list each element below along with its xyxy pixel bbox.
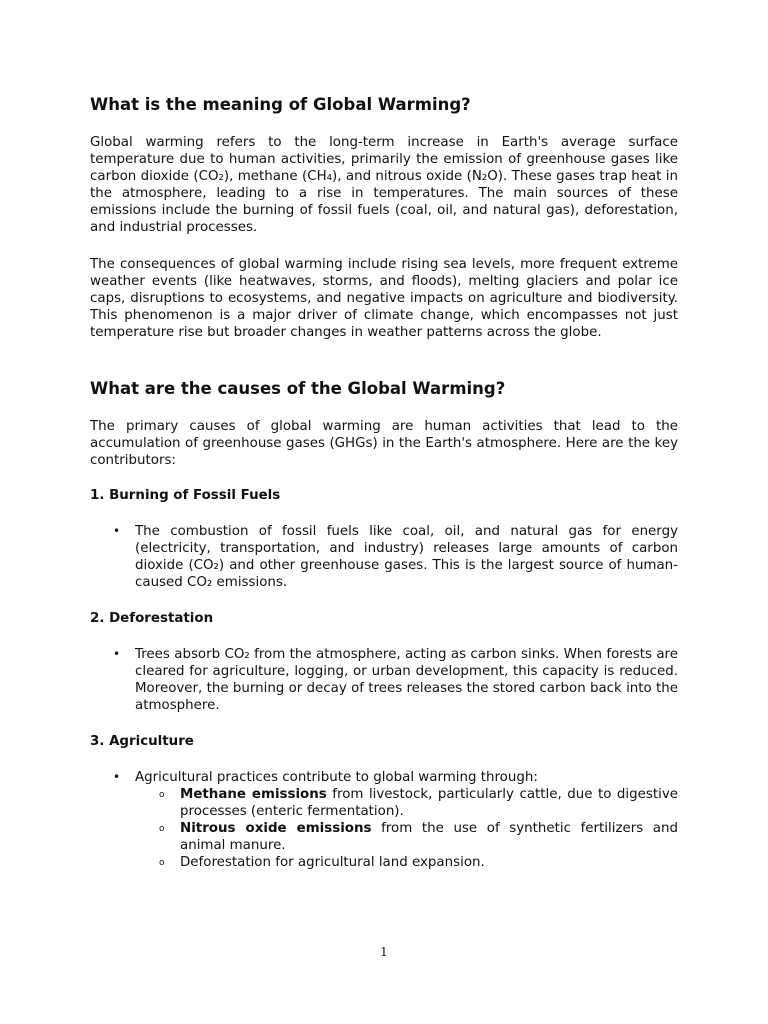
deforestation-list (90, 646, 678, 714)
list-item-text: The combustion of fossil fuels like coal, oil, and natural gas for energy (electricity, transportation, and industry) releases large amounts of carbon dioxide (CO₂) and other greenhouse gases. This is the largest source of human-caused CO₂ emissions. (135, 524, 678, 590)
agriculture-list (90, 769, 678, 871)
sublist-item (135, 854, 678, 871)
circle-bullet-icon: o (159, 858, 165, 868)
section-title-fossil-fuels: 1. Burning of Fossil Fuels (90, 488, 281, 503)
agriculture-sublist (135, 786, 678, 871)
sublist-item-text: from livestock, particularly cattle, due to digestive processes (enteric fermentation). (180, 787, 678, 819)
list-item-text: Agricultural practices contribute to global warming through: (135, 770, 538, 785)
paragraph-causes-intro: The primary causes of global warming are human activities that lead to the accumulation of greenhouse gases (GHGs) in the Earth's atmosphere. Here are the key contributors: (90, 419, 678, 468)
list-item-text: Trees absorb CO₂ from the atmosphere, acting as carbon sinks. When forests are cleared for agriculture, logging, or urban development, this capacity is reduced. Moreover, the burning or decay of trees releases the stored carbon back into the atmosphere. (135, 647, 678, 713)
circle-bullet-icon: o (159, 790, 165, 800)
sublist-item-term: Nitrous oxide emissions (180, 821, 372, 836)
sublist-item-term: Methane emissions (180, 787, 327, 802)
heading-causes: What are the causes of the Global Warming? (90, 379, 506, 398)
sublist-item-text: from the use of synthetic fertilizers and animal manure. (180, 821, 678, 853)
fossil-fuels-list (90, 523, 678, 591)
sublist-item (135, 786, 678, 820)
bullet-icon: • (113, 647, 121, 661)
bullet-icon: • (113, 524, 121, 538)
paragraph-consequences: The consequences of global warming include rising sea levels, more frequent extreme weather events (like heatwaves, storms, and floods), melting glaciers and polar ice caps, disruptions to ecosystems, and negative impacts on agriculture and biodiversity. This phenomenon is a major driver of climate change, which encompasses not just temperature rise but broader changes in weather patterns across the globe. (90, 257, 678, 340)
bullet-icon: • (113, 770, 121, 784)
list-item (90, 646, 678, 714)
page-number: 1 (380, 945, 388, 959)
list-item (90, 523, 678, 591)
circle-bullet-icon: o (159, 824, 165, 834)
sublist-item-text: Deforestation for agricultural land expansion. (180, 855, 485, 870)
heading-meaning: What is the meaning of Global Warming? (90, 95, 471, 114)
section-title-deforestation: 2. Deforestation (90, 611, 214, 626)
section-title-agriculture: 3. Agriculture (90, 734, 194, 749)
list-item (90, 769, 678, 871)
sublist-item (135, 820, 678, 854)
paragraph-definition: Global warming refers to the long-term increase in Earth's average surface temperature due to human activities, primarily the emission of greenhouse gases like carbon dioxide (CO₂), methane (CH₄), and nitrous oxide (N₂O). These gases trap heat in the atmosphere, leading to a rise in temperatures. The main sources of these emissions include the burning of fossil fuels (coal, oil, and natural gas), deforestation, and industrial processes. (90, 135, 678, 235)
